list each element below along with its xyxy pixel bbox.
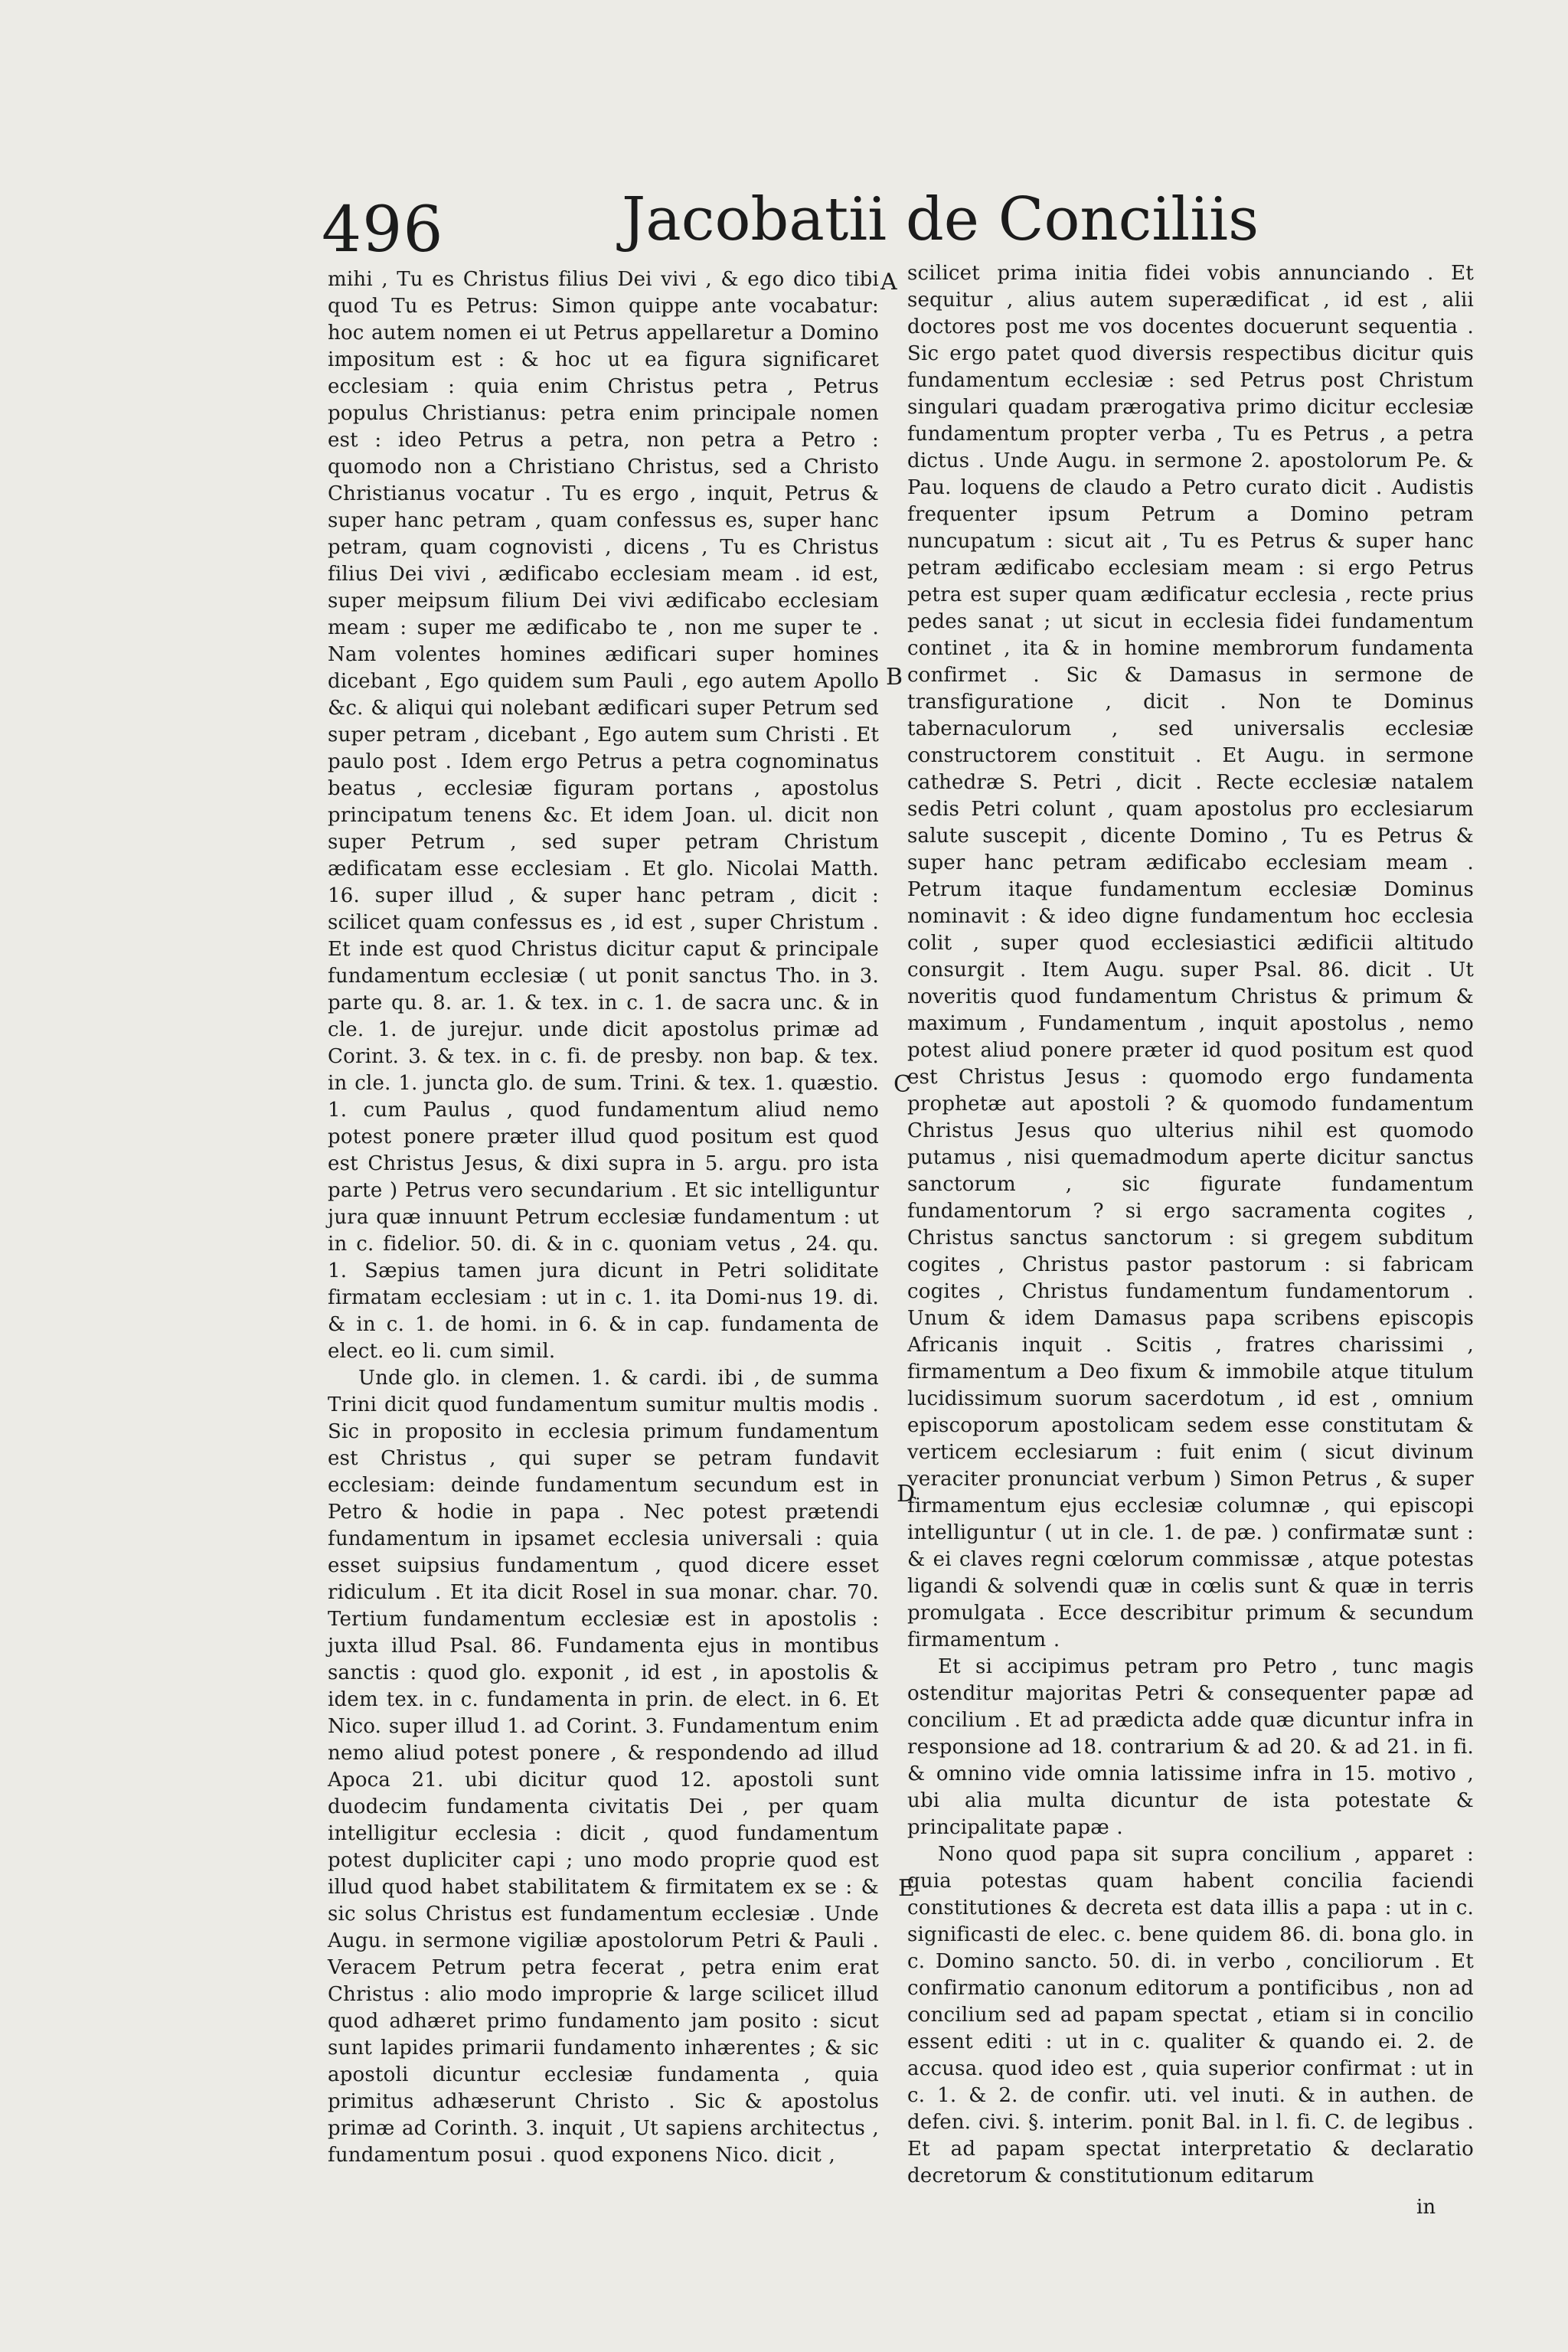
- section-marker-e: E: [898, 1875, 915, 1902]
- left-paragraph-2: Unde glo. in clemen. 1. & cardi. ibi , de summa Trini dicit quod fundamentum sumitur multis modis . Sic in proposito in ecclesia primum fundamentum est Christus , qui super se petram fundavit ecclesiam: deinde fundamentum secundum est in Petro & hodie in papa . Nec potest prætendi fundamentum in ipsamet ecclesia universali : quia esset suipsius fundamentum , quod dicere esset ridiculum . Et ita dicit Rosel in sua monar. char. 70. Tertium fundamentum ecclesiæ est in apostolis : juxta illud Psal. 86. Fundamenta ejus in montibus sanctis : quod glo. exponit , id est , in apostolis & idem tex. in c. fundamenta in prin. de elect. in 6. Et Nico. super illud 1. ad Corint. 3. Fundamentum enim nemo aliud potest ponere , & respondendo ad illud Apoca 21. ubi dicitur quod 12. apostoli sunt duodecim fundamenta civitatis Dei , per quam intelligitur ecclesia : dicit , quod fundamentum potest dupliciter capi ; uno modo proprie quod est illud quod habet stabilitatem & firmitatem ex se : & sic solus Christus est fundamentum ecclesiæ . Unde Augu. in sermone vigiliæ apostolorum Petri & Pauli . Veracem Petrum petra fecerat , petra enim erat Christus : alio modo improprie & large scilicet illud quod adhæret primo fundamento jam posito : sicut sunt lapides primarii fundamento inhærentes ; & sic apostoli dicuntur ecclesiæ fundamenta , quia primitus adhæserunt Christo . Sic & apostolus primæ ad Corinth. 3. inquit , Ut sapiens architectus , fundamentum posui . quod exponens Nico. dicit ,: [328, 1367, 879, 2167]
- section-marker-c: C: [893, 1071, 911, 1098]
- section-marker-b: B: [886, 664, 903, 691]
- right-paragraph-3: Nono quod papa sit supra concilium , apparet : quia potestas quam habent concilia faciendi constitutiones & decreta est data illis a papa : ut in c. significasti de elec. c. bene quidem 86. di. bona glo. in c. Domino sancto. 50. di. in verbo , conciliorum . Et confirmatio canonum editorum a pontificibus , non ad concilium sed ad papam spectat , etiam si in concilio essent editi : ut in c. qualiter & quando ei. 2. de accusa. quod ideo est , quia superior confirmat : ut in c. 1. & 2. de confir. uti. vel inuti. & in authen. de defen. civi. §. interim. ponit Bal. in l. fi. C. de legibus . Et ad papam spectat interpretatio & declaratio decretorum & constitutionum editarum: [907, 1843, 1474, 2187]
- left-paragraph-1: mihi , Tu es Christus filius Dei vivi , & ego dico tibi quod Tu es Petrus: Simon quippe ante vocabatur: hoc autem nomen ei ut Petrus appellaretur a Domino impositum est : & hoc ut ea figura significaret ecclesiam : quia enim Christus petra , Petrus populus Christianus: petra enim principale nomen est : ideo Petrus a petra, non petra a Petro : quomodo non a Christiano Christus, sed a Christo Christianus vocatur . Tu es ergo , inquit, Petrus & super hanc petram , quam confessus es, super hanc petram, quam cognovisti , dicens , Tu es Christus filius Dei vivi , ædificabo ecclesiam meam . id est, super meipsum filium Dei vivi ædificabo ecclesiam meam : super me ædificabo te , non me super te . Nam volentes homines ædificari super homines dicebant , Ego quidem sum Pauli , ego autem Apollo &c. & aliqui qui nolebant ædificari super Petrum sed super petram , dicebant , Ego autem sum Christi . Et paulo post . Idem ergo Petrus a petra cognominatus beatus , ecclesiæ figuram portans , apostolus principatum tenens &c. Et idem Joan. ul. dicit non super Petrum , sed super petram Christum ædificatam esse ecclesiam . Et glo. Nicolai Matth. 16. super illud , & super hanc petram , dicit : scilicet quam confessus es , id est , super Christum . Et inde est quod Christus dicitur caput & principale fundamentum ecclesiæ ( ut ponit sanctus Tho. in 3. parte qu. 8. ar. 1. & tex. in c. 1. de sacra unc. & in cle. 1. de jurejur. unde dicit apostolus primæ ad Corint. 3. & tex. in c. fi. de presby. non bap. & tex. in cle. 1. juncta glo. de sum. Trini. & tex. 1. quæstio. 1. cum Paulus , quod fundamentum aliud nemo potest ponere præter illud quod positum est quod est Christus Jesus, & dixi supra in 5. argu. pro ista parte ) Petrus vero secundarium . Et sic intelliguntur jura quæ innuunt Petrum ecclesiæ fundamentum : ut in c. fidelior. 50. di. & in c. quoniam vetus , 24. qu. 1. Sæpius tamen jura dicunt in Petri soliditate firmatam ecclesiam : ut in c. 1. ita Domi-nus 19. di. & in c. 1. de homi. in 6. & in cap. fundamenta de elect. eo li. cum simil.: [328, 268, 879, 1363]
- running-title: Jacobatii de Conciliis: [622, 185, 1259, 254]
- section-marker-d: D: [897, 1481, 916, 1508]
- section-marker-a: A: [880, 269, 897, 296]
- right-column: [907, 260, 1474, 2190]
- page-number: 496: [322, 194, 444, 266]
- page-header: [322, 175, 1259, 274]
- right-paragraph-1: scilicet prima initia fidei vobis annunciando . Et sequitur , alius autem superædificat , id est , alii doctores post me vos docentes docuerunt sequentia . Sic ergo patet quod diversis respectibus dicitur quis fundamentum ecclesiæ : sed Petrus post Christum singulari quadam prærogativa primo dicitur ecclesiæ fundamentum propter verba , Tu es Petrus , a petra dictus . Unde Augu. in sermone 2. apostolorum Pe. & Pau. loquens de claudo a Petro curato dicit . Audistis frequenter ipsum Petrum a Domino petram nuncupatum : sicut ait , Tu es Petrus & super hanc petram ædificabo ecclesiam meam : si ergo Petrus petra est super quam ædificatur ecclesia , recte prius pedes sanat ; ut sicut in ecclesia fidei fundamentum continet , ita & in homine membrorum fundamenta confirmet . Sic & Damasus in sermone de transfiguratione , dicit . Non te Dominus tabernaculorum , sed universalis ecclesiæ constructorem constituit . Et Augu. in sermone cathedræ S. Petri , dicit . Recte ecclesiæ natalem sedis Petri colunt , quam apostolus pro ecclesiarum salute suscepit , dicente Domino , Tu es Petrus & super hanc petram ædificabo ecclesiam meam . Petrum itaque fundamentum ecclesiæ Dominus nominavit : & ideo digne fundamentum hoc ecclesia colit , super quod ecclesiastici ædificii altitudo consurgit . Item Augu. super Psal. 86. dicit . Ut noveritis quod fundamentum Christus & primum & maximum , Fundamentum , inquit apostolus , nemo potest aliud ponere præter id quod positum est quod est Christus Jesus : quomodo ergo fundamenta prophetæ aut apostoli ? & quomodo fundamentum Christus Jesus quo ulterius nihil est quomodo putamus , nisi quemadmodum aperte dicitur sanctus sanctorum , sic figurate fundamentum fundamentorum ? si ergo sacramenta cogites , Christus sanctus sanctorum : si gregem subditum cogites , Christus pastor pastorum : si fabricam cogites , Christus fundamentum fundamentorum . Unum & idem Damasus papa scribens episcopis Africanis inquit . Scitis , fratres charissimi , firmamentum a Deo fixum & immobile atque titulum lucidissimum suorum sacerdotum , id est , omnium episcoporum apostolicam sedem esse constitutam & verticem ecclesiarum : fuit enim ( sicut divinum veraciter pronunciat verbum ) Simon Petrus , & super firmamentum ejus ecclesiæ columnæ , qui episcopi intelliguntur ( ut in cle. 1. de pæ. ) confirmatæ sunt : & ei claves regni cœlorum commissæ , atque potestas ligandi & solvendi quæ in cœlis sunt & quæ in terris promulgata . Ecce describitur primum & secundum firmamentum .: [907, 262, 1474, 1651]
- left-column: [328, 266, 879, 2169]
- right-paragraph-2: Et si accipimus petram pro Petro , tunc magis ostenditur majoritas Petri & consequenter papæ ad concilium . Et ad prædicta adde quæ dicuntur infra in responsione ad 18. contrarium & ad 20. & ad 21. in fi. & omnino vide omnia latissime infra in 15. motivo , ubi alia multa dicuntur de ista potestate & principalitate papæ .: [907, 1655, 1474, 1839]
- catchword: in: [1416, 2196, 1436, 2219]
